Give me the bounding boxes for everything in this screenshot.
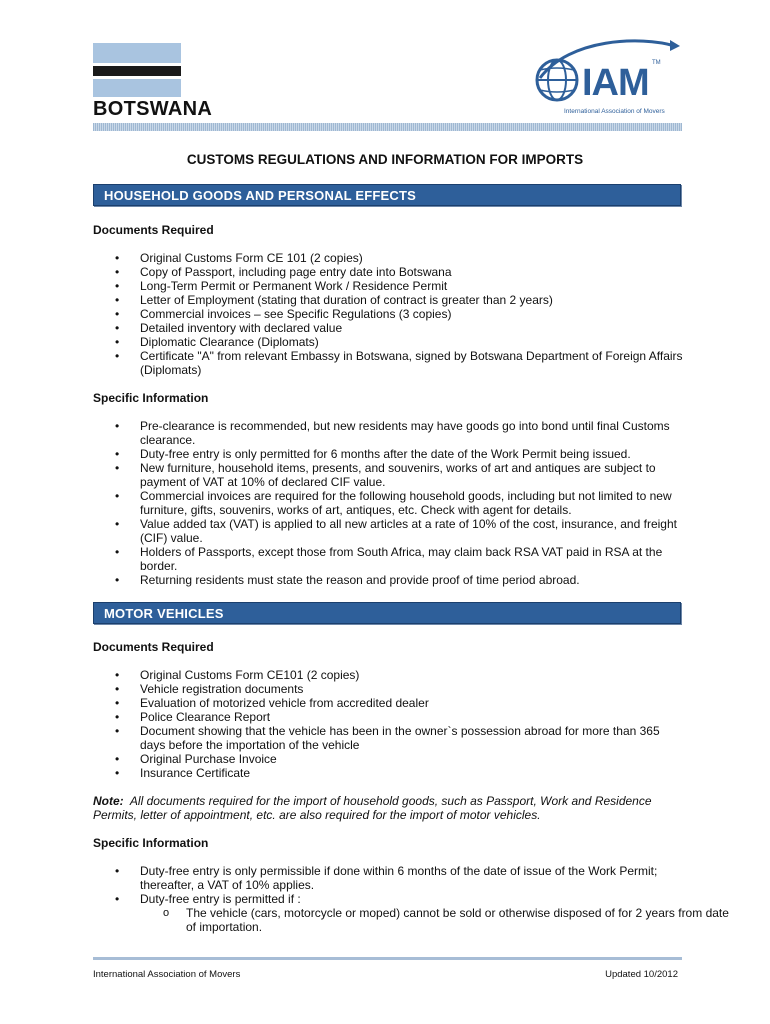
list-item: • Detailed inventory with declared value	[93, 321, 683, 335]
flag-band-black	[93, 66, 181, 76]
list-item: • Police Clearance Report	[93, 710, 683, 724]
header-divider	[93, 123, 682, 131]
list-item: • Vehicle registration documents	[93, 682, 683, 696]
motor-docs-heading: Documents Required	[93, 640, 214, 654]
motor-info-heading: Specific Information	[93, 836, 209, 850]
list-item: • Value added tax (VAT) is applied to all new articles at a rate of 10% of the cost, insurance, and freight (CIF) value.	[93, 517, 683, 545]
list-item: • Duty-free entry is only permitted for 6 months after the date of the Work Permit being issued.	[93, 447, 683, 461]
footer-divider	[93, 957, 682, 960]
flag-band-blue-top	[93, 43, 181, 63]
iam-logo	[530, 38, 685, 123]
list-item	[93, 892, 729, 934]
list-item: • Commercial invoices are required for the following household goods, including but not limited to new furniture, gifts, souvenirs, works of art, antiques, etc. Check with agent for details.	[93, 489, 683, 517]
list-item: • Evaluation of motorized vehicle from accredited dealer	[93, 696, 683, 710]
logo-tagline: International Association of Movers	[564, 108, 665, 115]
list-item: • Commercial invoices – see Specific Regulations (3 copies)	[93, 307, 683, 321]
list-item: • Letter of Employment (stating that duration of contract is greater than 2 years)	[93, 293, 683, 307]
list-item: • Copy of Passport, including page entry date into Botswana	[93, 265, 683, 279]
list-item: • Holders of Passports, except those from South Africa, may claim back RSA VAT paid in RSA at the border.	[93, 545, 683, 573]
list-item: • New furniture, household items, presents, and souvenirs, works of art and antiques are subject to payment of VAT at 10% of declared CIF value.	[93, 461, 683, 489]
household-info-heading: Specific Information	[93, 391, 209, 405]
list-item: • Duty-free entry is only permissible if done within 6 months of the date of issue of the Work Permit; thereafter, a VAT of 10% applies.	[93, 864, 683, 892]
flag-band-blue-bottom	[93, 79, 181, 97]
note-label: Note:	[93, 794, 124, 808]
footer-organization: International Association of Movers	[93, 969, 241, 980]
section-motor-header	[93, 602, 681, 624]
country-title: BOTSWANA	[93, 98, 213, 120]
motor-docs-list	[93, 668, 683, 780]
note-text: All documents required for the import of household goods, such as Passport, Work and Residence Permits, letter of appointment, etc. are also required for the import of motor vehicles.	[93, 794, 652, 822]
household-docs-heading: Documents Required	[93, 223, 214, 237]
sub-list-item: o The vehicle (cars, motorcycle or moped) cannot be sold or otherwise disposed of for 2 years from date of importation.	[140, 906, 730, 934]
list-item: • Pre-clearance is recommended, but new residents may have goods go into bond until final Customs clearance.	[93, 419, 683, 447]
section-household-header	[93, 184, 681, 206]
logo-trademark: TM	[652, 60, 661, 66]
logo-wordmark: IAM	[582, 62, 649, 104]
household-info-list	[93, 419, 683, 587]
section-motor-title: MOTOR VEHICLES	[104, 606, 224, 621]
list-item: • Original Purchase Invoice	[93, 752, 683, 766]
section-household-title: HOUSEHOLD GOODS AND PERSONAL EFFECTS	[104, 188, 417, 203]
list-item: • Certificate "A" from relevant Embassy in Botswana, signed by Botswana Department of Foreign Affairs (Diplomats)	[93, 349, 683, 377]
list-item: • Diplomatic Clearance (Diplomats)	[93, 335, 683, 349]
list-item: • Original Customs Form CE101 (2 copies)	[93, 668, 683, 682]
household-docs-list	[93, 251, 683, 377]
list-item: • Returning residents must state the reason and provide proof of time period abroad.	[93, 573, 683, 587]
footer-updated: Updated 10/2012	[605, 969, 678, 980]
page-title: CUSTOMS REGULATIONS AND INFORMATION FOR IMPORTS	[186, 152, 584, 167]
motor-info-list	[93, 864, 729, 934]
list-item: • Insurance Certificate	[93, 766, 683, 780]
list-item-text: Duty-free entry is permitted if :	[140, 892, 301, 906]
list-item: • Original Customs Form CE 101 (2 copies)	[93, 251, 683, 265]
motor-note	[93, 794, 673, 822]
list-item: • Long-Term Permit or Permanent Work / Residence Permit	[93, 279, 683, 293]
list-item: • Document showing that the vehicle has been in the owner`s possession abroad for more than 365 days before the importation of the vehicle	[93, 724, 683, 752]
motor-info-sublist	[140, 906, 730, 934]
